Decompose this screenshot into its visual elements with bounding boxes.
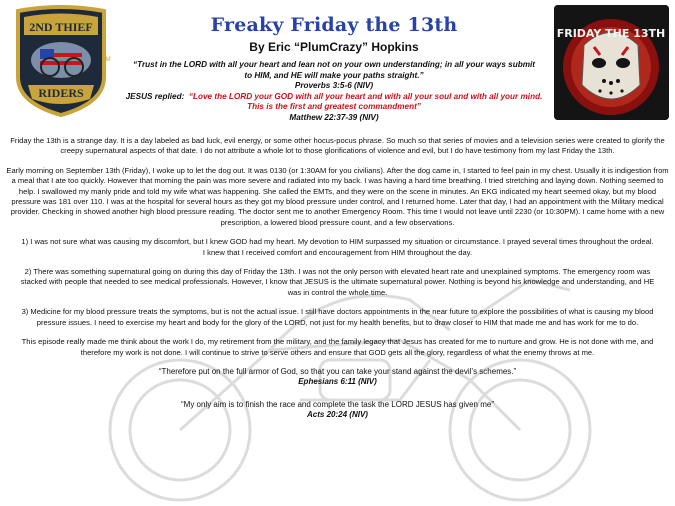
header <box>118 0 550 123</box>
observation-1: 1) I was not sure what was causing my discomfort, but I knew GOD had my heart. My devotion to HIM surpassed my situation or circumstance. I prayed several times throughout the ordeal. I knew that I received comfort and encouragement from HIM throughout the day. <box>21 237 654 257</box>
paragraph-story: Early morning on September 13th (Friday), I woke up to let the dog out. It was 0130 (or 1:30AM for you civilians). After the dog came in, I started to feel pain in my chest. Usually it is indigestion from a meal that I ate too quickly. However that morning the pain was more severe and radiated into my back. I was having a hard time breathing. I tried stretching and laying down. Nothing seemed to help. I swallowed my manly pride and told my wife what was happening. She called the EMTs, and they were on the scene in minutes. An EKG indicated my heart seemed okay, but my blood pressure was 181 over 110. I was at the hospital for several hours as they got my blood pressure under control, and I returned home. Later that day, I had an appointment with the Military medical provider. Checking in showed another high blood pressure reading. The doctor sent me to another Emergency Room. This time I would not leave until 2230 (or 10:30PM). I came home with a new prescription, a lowered blood pressure count, and a few observations. <box>6 165 669 227</box>
verse-matthew-line2: This is the first and greatest commandment” <box>247 102 421 111</box>
verse-matthew-ref: Matthew 22:37-39 (NIV) <box>289 112 379 122</box>
paragraph-intro: Friday the 13th is a strange day. It is a day labeled as bad luck, evil energy, or some other hocus-pocus phrase. So much so that series of movies and a television series were created to glorify the creepy supernatural aspects of that date. I do not attribute a whole lot to those glorifications of violence and evil, but I do have testimony from my last Friday the 13th. <box>10 136 665 156</box>
verse-proverbs-line2: to HIM, and HE will make your paths straight.” <box>244 70 424 80</box>
verse-ephesians: “Therefore put on the full armor of God, so that you can take your stand against the devil’s schemes.” <box>158 366 517 376</box>
byline: By Eric “PlumCrazy” Hopkins <box>249 40 419 54</box>
verse-acts: “My only aim is to finish the race and complete the task the LORD JESUS has given me” <box>180 399 495 409</box>
friday-13th-image <box>554 5 669 120</box>
verse-ephesians-ref: Ephesians 6:11 (NIV) <box>298 377 377 387</box>
thief-riders-logo <box>10 5 112 118</box>
logo-top-text: 2ND THIEF <box>29 20 93 34</box>
logo-bottom-text: RIDERS <box>38 86 84 100</box>
observation-3: 3) Medicine for my blood pressure treats the symptoms, but is not the actual issue. I still have doctors appointments in the near future to explore the possibilities of what is causing my blood pressure issues. I need to exercise my heart and body for the glory of the LORD, not just for my health benefits, but to draw closer to HIM that made me and has work for me to do. <box>21 307 654 327</box>
verse-acts-ref: Acts 20:24 (NIV) <box>307 410 368 420</box>
observation-2: 2) There was something supernatural going on during this day of Friday the 13th. I was not the only person with elevated heart rate and unexplained symptoms. The emergency room was stacked with people that needed to see medical professionals. However, I know that JESUS is the ultimate supernatural power. Nothing is beyond his knowledge and understanding, and HE was in control the whole time. <box>20 267 655 297</box>
paragraph-reflection: This episode really made me think about the work I do, my retirement from the military, and the family legacy that Jesus has created for me to nurture and grow. He is not done with me, and therefore my work is not done. I will continue to strive to serve others and ensure that GOD gets all the glory, regardless of what the enemy throws at me. <box>21 337 654 357</box>
verse-proverbs-ref: Proverbs 3:5-6 (NIV) <box>294 81 374 90</box>
verse-matthew <box>118 92 550 113</box>
verse-proverbs-line1: “Trust in the LORD with all your heart and lean not on your own understanding; in all your ways submit <box>133 60 535 69</box>
image-title-text: FRIDAY THE 13TH <box>556 27 666 40</box>
verse-matthew-line1: “Love the LORD your GOD with all your heart and with all your soul and with all your mind. <box>188 91 543 101</box>
verse-proverbs <box>118 60 550 81</box>
article-body <box>6 136 669 433</box>
logo-tm: TM <box>102 57 111 63</box>
verse-matthew-prefix: JESUS replied: <box>125 91 185 101</box>
page-title: Freaky Friday the 13th <box>210 14 458 36</box>
